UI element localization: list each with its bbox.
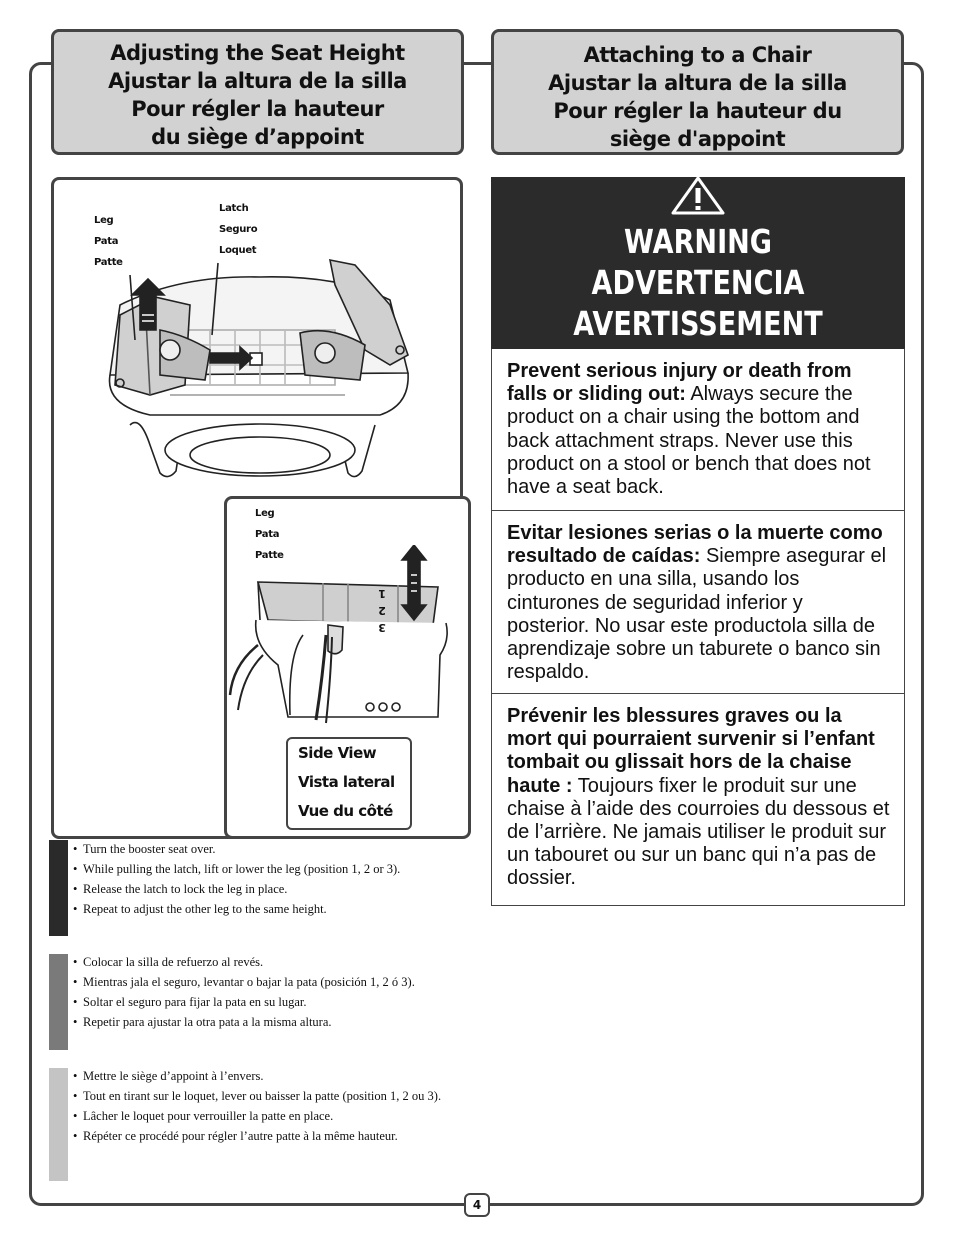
header-attaching-to-chair	[491, 29, 904, 155]
leg-label-fr: Patte	[94, 257, 123, 268]
leg-label-es: Pata	[255, 529, 280, 540]
instruction-item: • While pulling the latch, lift or lower the leg (position 1, 2 or 3).	[73, 861, 459, 878]
header-line: Ajustar la altura de la silla	[548, 71, 847, 95]
warning-title	[528, 221, 867, 344]
position-number-2: 2	[378, 604, 386, 617]
language-bar-english	[49, 840, 68, 936]
leg-label-en: Leg	[255, 508, 275, 519]
leg-label-top	[94, 210, 123, 273]
instruction-item: • Release the latch to lock the leg in place.	[73, 881, 459, 898]
instruction-item: • Lâcher le loquet pour verrouiller la patte en place.	[73, 1108, 459, 1125]
position-number-1: 1	[378, 587, 386, 600]
header-line: Pour régler la hauteur du	[553, 99, 842, 123]
instructions-french	[49, 1068, 459, 1181]
instruction-item: • Tout en tirant sur le loquet, lever ou baisser la patte (position 1, 2 ou 3).	[73, 1088, 459, 1105]
latch-label-fr: Loquet	[219, 245, 257, 256]
leg-label-en: Leg	[94, 215, 114, 226]
header-line: du siège d’appoint	[151, 125, 364, 149]
side-view-label-fr: Vue du côté	[298, 802, 393, 820]
instruction-item: • Repetir para ajustar la otra pata a la misma altura.	[73, 1014, 459, 1031]
header-line: Ajustar la altura de la silla	[108, 69, 407, 93]
warning-section-spanish	[492, 511, 904, 694]
latch-label-es: Seguro	[219, 224, 258, 235]
warning-title-fr: AVERTISSEMENT	[573, 304, 823, 343]
warning-section-english	[492, 349, 904, 511]
leg-label-side	[255, 503, 284, 566]
latch-label-top	[219, 198, 257, 261]
warning-title-en: WARNING	[624, 222, 772, 261]
page-number: 4	[464, 1193, 490, 1217]
warning-title-es: ADVERTENCIA	[591, 263, 805, 302]
warning-text: Siempre asegurar el producto en una silla, usando los cinturones de seguridad inferior y posterior. No usar este productola silla de aprendizaje sobre un taburete o banco sin respaldo.	[507, 545, 887, 684]
leg-label-fr: Patte	[255, 550, 284, 561]
instruction-item: • Soltar el seguro para fijar la pata en su lugar.	[73, 994, 459, 1011]
warning-bold-text: Evitar lesiones serias o la muerte como resultado de caídas:	[507, 522, 883, 568]
instruction-item: • Mientras jala el seguro, levantar o bajar la pata (posición 1, 2 ó 3).	[73, 974, 459, 991]
instruction-item: • Répéter ce procédé pour régler l’autre patte à la même hauteur.	[73, 1128, 459, 1145]
header-line: Adjusting the Seat Height	[110, 41, 405, 65]
warning-text: Toujours fixer le produit sur une chaise à l’aide des courroies du dessous et de l’arrière. Ne jamais utiliser le produit sur un tabouret ou sur un banc qui n’a pas de dossier.	[507, 774, 890, 890]
side-view-label-en: Side View	[298, 744, 377, 762]
warning-section-french	[492, 694, 904, 906]
language-bar-spanish	[49, 954, 68, 1050]
warning-bold-text: Prévenir les blessures graves ou la mort qui pourraient survenir si l’enfant tombait ou glissait hors de la chaise haute :	[507, 705, 875, 797]
side-view-label-es: Vista lateral	[298, 773, 395, 791]
header-line: Attaching to a Chair	[583, 43, 812, 67]
header-adjusting-seat-height	[51, 29, 464, 155]
position-numbers	[375, 585, 389, 636]
side-view-caption	[286, 737, 412, 830]
language-bar-french	[49, 1068, 68, 1181]
booster-side-view-illustration	[228, 545, 466, 725]
warning-header	[491, 177, 905, 349]
instruction-item: • Colocar la silla de refuerzo al revés.	[73, 954, 459, 971]
position-number-3: 3	[378, 621, 386, 634]
latch-label-en: Latch	[219, 203, 249, 214]
instructions-spanish	[49, 954, 459, 1050]
warning-text: Always secure the product on a chair using the bottom and back attachment straps. Never use this product on a stool or bench that does not have a seat back.	[507, 383, 871, 499]
instruction-item: • Repeat to adjust the other leg to the same height.	[73, 901, 459, 918]
warning-bold-text: Prevent serious injury or death from falls or sliding out:	[507, 360, 852, 406]
instructions-english	[49, 840, 459, 936]
booster-underside-illustration	[90, 245, 430, 485]
instruction-item: • Mettre le siège d’appoint à l’envers.	[73, 1068, 459, 1085]
warning-triangle-icon	[670, 175, 726, 215]
header-line: siège d'appoint	[609, 127, 786, 151]
leg-label-es: Pata	[94, 236, 119, 247]
instruction-item: • Turn the booster seat over.	[73, 841, 459, 858]
header-line: Pour régler la hauteur	[131, 97, 384, 121]
warning-body	[491, 349, 905, 906]
